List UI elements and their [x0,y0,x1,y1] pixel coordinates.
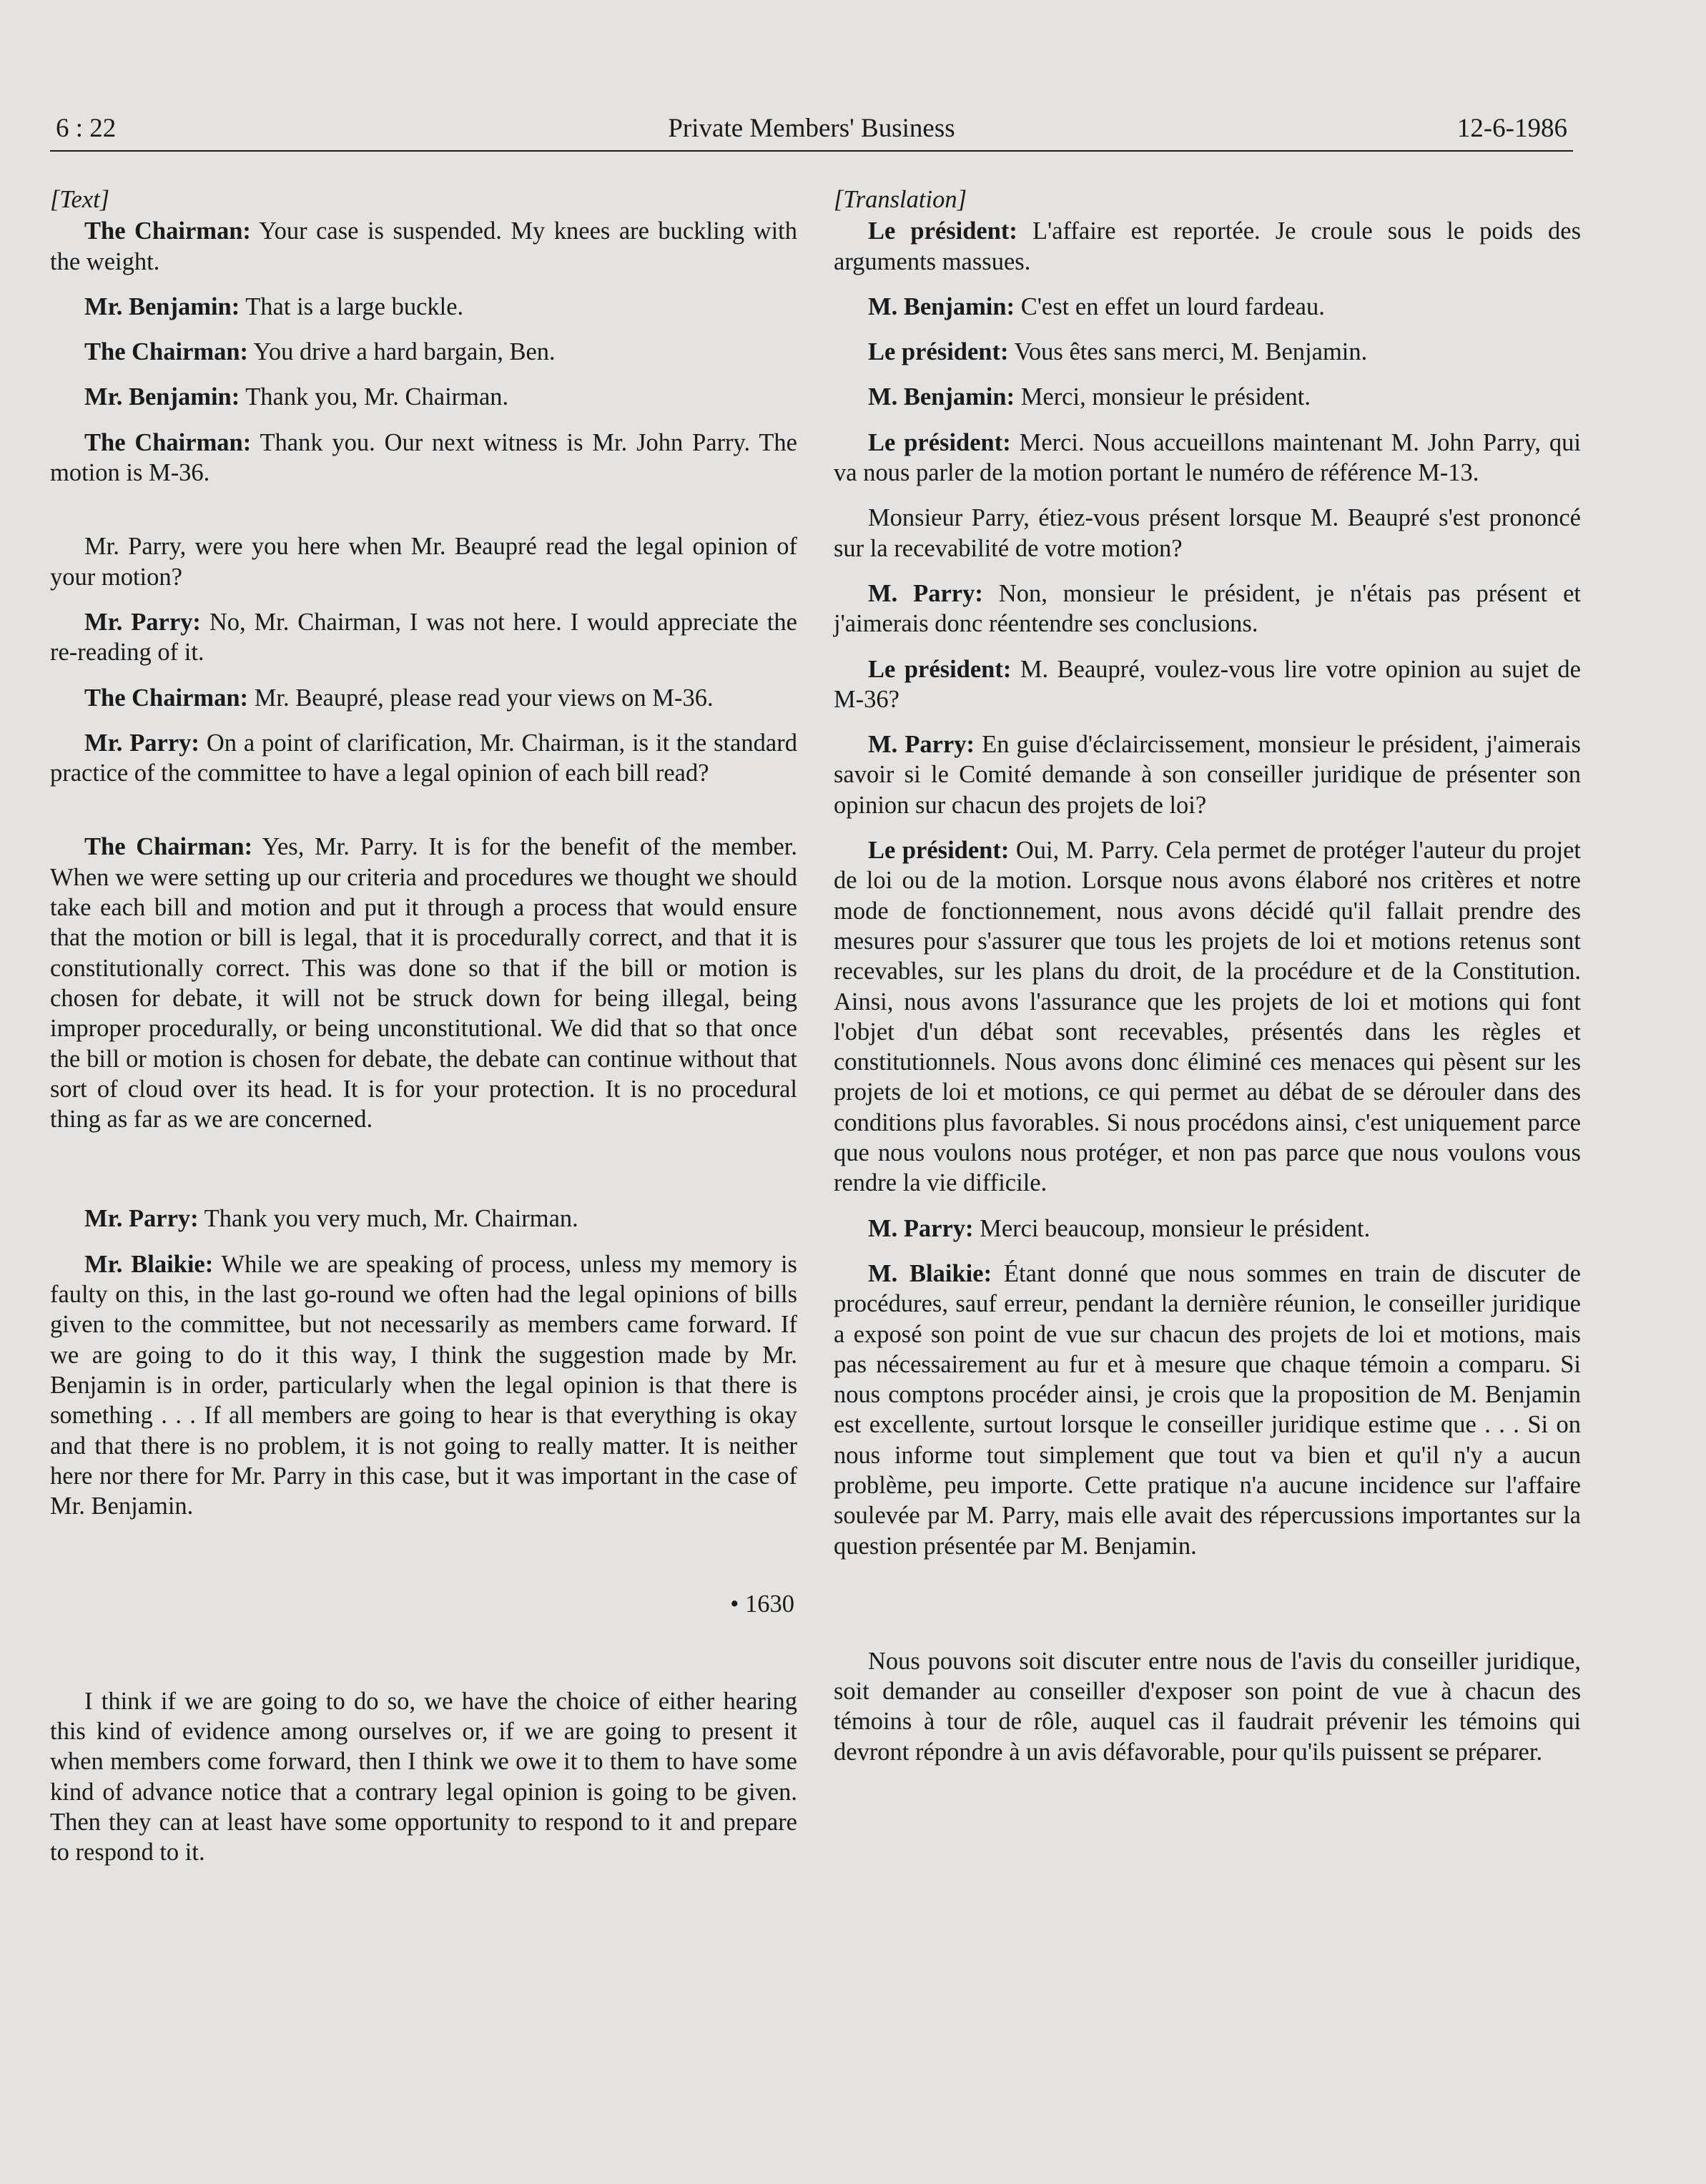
paragraph: Nous pouvons soit discuter entre nous de l'avis du conseiller juridique, soit demander au conseiller d'exposer son point de vue à chacun des témoins à tour de rôle, auquel cas il faudrait prévenir les témoins qui devront répondre à un avis défavorable, pour qu'ils puissent se préparer. [834,1647,1581,1766]
paragraph [50,728,797,789]
speaker: M. Parry: [868,1214,974,1242]
speech: Merci, monsieur le président. [1015,383,1311,411]
speech: C'est en effet un lourd fardeau. [1015,292,1325,320]
speaker: Mr. Parry: [84,1205,199,1233]
french-column [834,185,1581,1782]
paragraph [50,832,797,1134]
speech: Vous êtes sans merci, M. Benjamin. [1008,338,1368,366]
speech: Mr. Beaupré, please read your views on M-36. [248,684,714,712]
speech: Thank you. Our next witness is Mr. John Parry. The motion is M-36. [50,428,797,487]
paragraph [834,337,1581,367]
speech: Merci beaucoup, monsieur le président. [973,1214,1371,1242]
speaker: Le président: [868,837,1010,865]
paragraph [834,835,1581,1199]
paragraph [834,428,1581,488]
speech: Oui, M. Parry. Cela permet de protéger l'auteur du projet de loi ou de la motion. Lorsque nous avons élaboré nos critères et notre mode de fonctionnement, nous avons décidé qu'il fallait prendre des mesures pour s'assurer que tous les projets de loi et motions retenus sont recevables, sur les plans du droit, de la procédure et de la Constitution. Ainsi, nous avons l'assurance que les projets de loi et motions qui font l'objet d'un débat sont recevables, présentés dans les règles et constitutionnels. Nous avons donc éliminé ces menaces qui pèsent sur les projets de loi et motions, ce qui permet au débat de se dérouler dans des conditions plus favorables. Si nous procédons ainsi, c'est uniquement parce que nous voulons nous protéger, et non pas parce que nous voulons vous rendre la vie difficile. [834,837,1581,1197]
speaker: Le président: [868,428,1011,456]
paragraph [834,1259,1581,1561]
paragraph [834,579,1581,639]
speaker: The Chairman: [84,217,251,245]
paragraph [50,382,797,412]
speech: No, Mr. Chairman, I was not here. I would appreciate the re-reading of it. [50,608,797,666]
paragraph [834,216,1581,277]
speech: En guise d'éclaircissement, monsieur le président, j'aimerais savoir si le Comité demande à son conseiller juridique de présenter son opinion sur chacun des projets de loi? [834,731,1581,819]
speaker: The Chairman: [84,338,249,366]
speaker: Le président: [868,655,1012,683]
speech: You drive a hard bargain, Ben. [248,338,556,366]
speaker: The Chairman: [84,833,253,861]
speaker: M. Parry: [868,579,983,607]
speaker: Mr. Benjamin: [84,383,240,411]
speaker: Mr. Parry: [84,729,199,757]
speech: Étant donné que nous sommes en train de discuter de procédures, sauf erreur, pendant la dernière réunion, le conseiller juridique a exposé son point de vue sur chacun des projets de loi et motions, mais pas nécessairement au fur et à mesure que chaque témoin a comparu. Si nous comptons procéder ainsi, je crois que la proposition de M. Benjamin est excellente, surtout lorsque le conseiller juridique estime que . . . Si on nous informe tout simplement que tout va bien et qu'il n'y a aucun problème, peu importe. Cette pratique n'a aucune incidence sur l'affaire soulevée par M. Parry, mais elle avait des répercussions importantes sur la question présentée par M. Benjamin. [834,1259,1581,1560]
paragraph [50,607,797,668]
paragraph: Monsieur Parry, étiez-vous présent lorsque M. Beaupré s'est prononcé sur la recevabilité de votre motion? [834,504,1581,562]
page-number: 6 : 22 [56,114,117,143]
paragraph [834,729,1581,820]
speaker: M. Blaikie: [868,1259,992,1287]
running-title: Private Members' Business [668,114,955,143]
speaker: Mr. Blaikie: [84,1250,214,1278]
speaker: M. Benjamin: [868,383,1015,411]
speech: Thank you very much, Mr. Chairman. [198,1205,578,1233]
paragraph [834,1214,1581,1244]
text-tag: [Text] [50,186,110,213]
speaker: Mr. Parry: [84,608,201,636]
speech: Non, monsieur le président, je n'étais pas présent et j'aimerais donc réentendre ses conclusions. [834,579,1581,638]
session-date: 12-6-1986 [1456,114,1567,143]
speaker: The Chairman: [84,428,252,456]
paragraph [50,292,797,322]
translation-tag: [Translation] [834,186,967,213]
speech: Your case is suspended. My knees are buckling with the weight. [50,217,797,275]
speech: Merci. Nous accueillons maintenant M. John Parry, qui va nous parler de la motion portant le numéro de référence M-13. [834,428,1581,487]
speaker: M. Benjamin: [868,292,1015,320]
paragraph [50,683,797,713]
speech: While we are speaking of process, unless my memory is faulty on this, in the last go-round we often had the legal opinions of bills given to the committee, but not necessarily as members came forward. If we are going to do it this way, I think the suggestion made by Mr. Benjamin is in order, particularly when the legal opinion is that there is something . . . If all members are going to hear is that everything is okay and that there is no problem, it is not going to really matter. It is neither here nor there for Mr. Parry in this case, but it was important in the case of Mr. Benjamin. [50,1250,797,1520]
paragraph: Mr. Parry, were you here when Mr. Beaupré read the legal opinion of your motion? [50,533,797,591]
paragraph [50,337,797,367]
speech: Thank you, Mr. Chairman. [240,383,509,411]
page-header [50,107,1573,152]
speaker: Mr. Benjamin: [84,292,240,320]
paragraph [50,216,797,277]
speaker: Le président: [868,217,1017,245]
paragraph: I think if we are going to do so, we have the choice of either hearing this kind of evidence among ourselves or, if we are going to present it when members come forward, then I think we owe it to them to have some kind of advance notice that a contrary legal opinion is going to be given. Then they can at least have some opportunity to respond to it and prepare to respond to it. [50,1687,797,1866]
paragraph [50,1249,797,1522]
speaker: The Chairman: [84,684,249,712]
paragraph [50,428,797,488]
english-column [50,185,797,1882]
speech: On a point of clarification, Mr. Chairman, is it the standard practice of the committee to have a legal opinion of each bill read? [50,729,797,787]
speech: Yes, Mr. Parry. It is for the benefit of the member. When we were setting up our criteria and procedures we thought we should take each bill and motion and put it through a process that would ensure that the motion or bill is legal, that it is procedurally correct, and that it is constitutionally correct. This was done so that if the bill or motion is chosen for debate, it will not be struck down for being illegal, being improper procedurally, or being unconstitutional. We did that so that once the bill or motion is chosen for debate, the debate can continue without that sort of cloud over its head. It is for your protection. It is no procedural thing as far as we are concerned. [50,833,797,1133]
speech: L'affaire est reportée. Je croule sous le poids des arguments massues. [834,217,1581,275]
speech: M. Beaupré, voulez-vous lire votre opinion au sujet de M-36? [834,655,1581,713]
paragraph [834,292,1581,322]
paragraph [50,1204,797,1234]
time-marker: • 1630 [730,1590,794,1618]
speaker: Le président: [868,338,1009,366]
paragraph [834,654,1581,715]
speech: That is a large buckle. [240,292,464,320]
speaker: M. Parry: [868,731,975,759]
paragraph [834,382,1581,412]
